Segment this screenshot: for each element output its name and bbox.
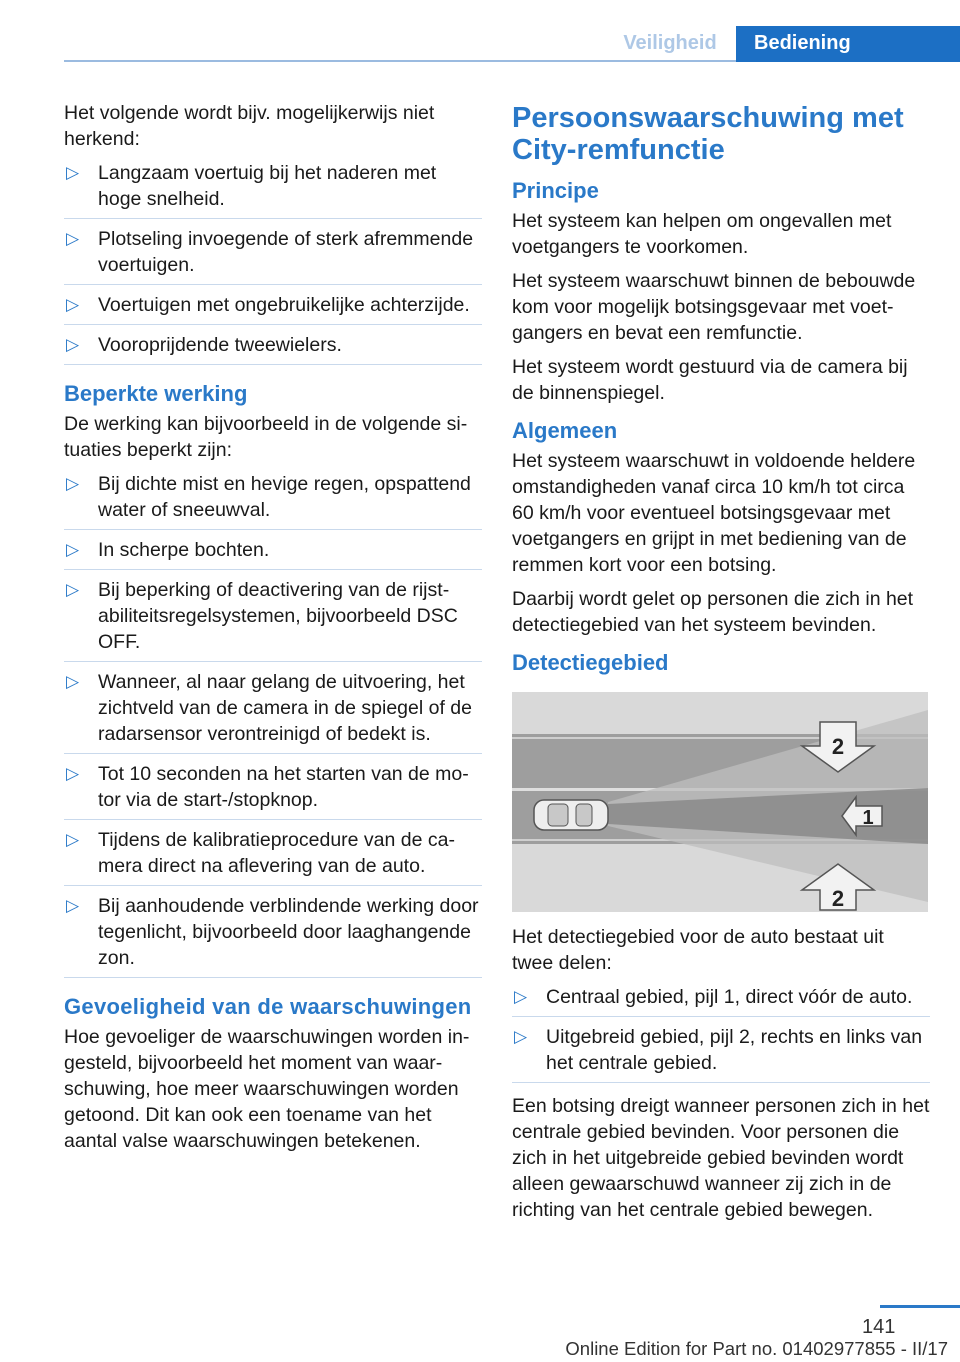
list-item: ▷ Plotseling invoegende of sterk afremmende voertuigen. [64, 226, 482, 285]
list-item: ▷ Centraal gebied, pijl 1, direct vóór de auto. [512, 984, 930, 1017]
list-item: ▷ Bij dichte mist en hevige regen, opspattend water of sneeuwval. [64, 471, 482, 530]
triangle-bullet-icon: ▷ [514, 1027, 528, 1046]
heading-algemeen: Algemeen [512, 418, 618, 443]
right-column [512, 100, 930, 1231]
triangle-bullet-icon: ▷ [66, 474, 80, 493]
edition-text: Online Edition for Part no. 01402977855 - II/17 [565, 1338, 948, 1359]
algemeen-text-1: Het systeem waarschuwt in voldoende heldere omstandigheden vanaf circa 10 km/h tot circa 60 km/h voor eventueel botsingsgevaar met voetgangers en grijpt in met bediening van de remmen kort voor een botsing. [512, 450, 916, 576]
list-item: ▷ Tijdens de kalibratieprocedure van de camera direct na aflevering van de auto. [64, 827, 482, 886]
triangle-bullet-icon: ▷ [66, 229, 80, 248]
list-item: ▷ Bij aanhoudende verblindende werking door tegenlicht, bijvoorbeeld door laaghangende zon. [64, 893, 482, 978]
triangle-bullet-icon: ▷ [66, 764, 80, 783]
tab-veiligheid[interactable]: Veiligheid [623, 32, 717, 54]
arrow-label: 2 [831, 734, 845, 759]
triangle-bullet-icon: ▷ [66, 580, 80, 599]
detection-area-figure [512, 692, 928, 912]
list-item: ▷ Langzaam voertuig bij het naderen met hoge snelheid. [64, 160, 482, 219]
principe-text-2: Het systeem waarschuwt binnen de bebouwde kom voor mogelijk botsingsgevaar met voetgangers en bevat een remfunctie. [512, 270, 916, 344]
page-number: 141 [862, 1316, 896, 1338]
heading-beperkte-werking: Beperkte werking [64, 381, 248, 406]
detectie-intro: Het detectiegebied voor de auto bestaat uit twee delen: [512, 926, 884, 974]
footer-rule [880, 1305, 960, 1308]
detection-areas-list [512, 984, 930, 1083]
not-detected-list [64, 160, 482, 365]
triangle-bullet-icon: ▷ [66, 672, 80, 691]
list-item: ▷ Tot 10 seconden na het starten van de motor via de start-/stopknop. [64, 761, 482, 820]
triangle-bullet-icon: ▷ [66, 295, 80, 314]
gevoelig-text: Hoe gevoeliger de waarschuwingen worden ingesteld, bijvoorbeeld het moment van waarschuwing, hoe meer waarschuwingen worden getoond. Dit kan ook een toename van het aantal valse waarschuwingen betekenen. [64, 1026, 470, 1152]
heading-gevoeligheid: Gevoeligheid van de waarschuwingen [64, 994, 472, 1019]
principe-text-1: Het systeem kan helpen om ongevallen met voetgangers te voorkomen. [512, 210, 892, 258]
triangle-bullet-icon: ▷ [66, 163, 80, 182]
list-item: ▷ Bij beperking of deactivering van de rijstabiliteitsregelsystemen, bijvoorbeeld DSC OFF. [64, 577, 482, 662]
limitations-list [64, 471, 482, 978]
list-item: ▷ Vooroprijdende tweewielers. [64, 332, 482, 365]
intro-text: Het volgende wordt bijv. mogelijkerwijs niet herkend: [64, 102, 435, 150]
left-column [64, 100, 482, 1162]
heading-principe: Principe [512, 178, 599, 203]
detectie-end: Een botsing dreigt wanneer personen zich in het centrale gebied bevinden. Voor personen die zich in het uitgebreide gebied bevinden wordt alleen gewaarschuwd wanneer zij zich in de richting van het centrale gebied bewegen. [512, 1095, 930, 1221]
heading-detectiegebied: Detectiegebied [512, 650, 669, 675]
detection-diagram [512, 692, 928, 912]
section-title: Persoonswaarschuwing met City-remfunctie [512, 102, 904, 166]
arrow-label: 2 [831, 886, 845, 911]
triangle-bullet-icon: ▷ [66, 896, 80, 915]
triangle-bullet-icon: ▷ [66, 830, 80, 849]
list-item: ▷ Voertuigen met ongebruikelijke achterzijde. [64, 292, 482, 325]
triangle-bullet-icon: ▷ [514, 987, 528, 1006]
car-icon [534, 800, 608, 830]
beperkt-text: De werking kan bijvoorbeeld in de volgende situaties beperkt zijn: [64, 413, 468, 461]
algemeen-text-2: Daarbij wordt gelet op personen die zich in het detectiegebied van het systeem bevinden. [512, 588, 914, 636]
triangle-bullet-icon: ▷ [66, 335, 80, 354]
triangle-bullet-icon: ▷ [66, 540, 80, 559]
arrow-label: 1 [862, 807, 874, 829]
list-item: ▷ Uitgebreid gebied, pijl 2, rechts en links van het centrale gebied. [512, 1024, 930, 1083]
principe-text-3: Het systeem wordt gestuurd via de camera bij de binnenspiegel. [512, 356, 908, 404]
list-item: ▷ Wanneer, al naar gelang de uitvoering, het zichtveld van de camera in de spiegel of de radarsensor verontreinigd of bedekt is. [64, 669, 482, 754]
list-item: ▷ In scherpe bochten. [64, 537, 482, 570]
tab-bediening[interactable]: Bediening [736, 26, 960, 62]
